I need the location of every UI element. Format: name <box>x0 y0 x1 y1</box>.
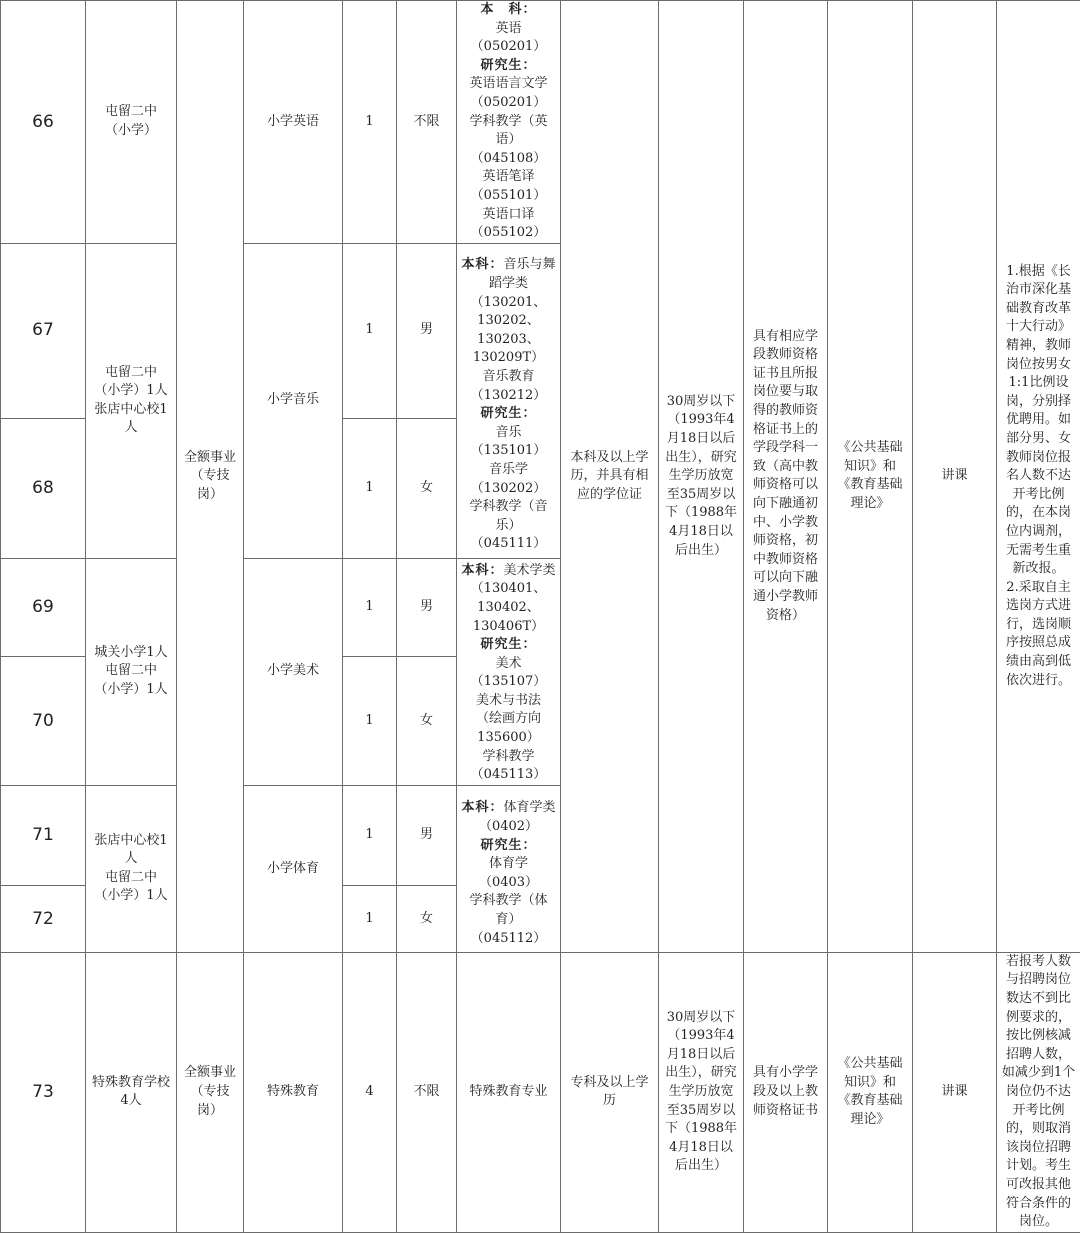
postgrad-label: 研究生： <box>480 637 536 652</box>
gender-requirement: 不限 <box>397 952 457 1232</box>
remarks: 若报考人数与招聘岗位数达不到比例要求的，按比例核减招聘人数，如减少到1个岗位仍不达开考比例的，则取消该岗位招聘计划。考生可改报其他符合条件的岗位。 <box>997 952 1080 1232</box>
undergrad-majors: 美术学类（130401、 130402、 130406T） <box>471 563 556 634</box>
postgrad-majors: 英语语言文学 （050201） 学科教学（英语） （045108） 英语笔译 （055101） 英语口译 （055102） <box>469 76 547 240</box>
undergrad-label: 本科： <box>461 257 503 272</box>
other-requirement: 具有小学学段及以上教师资格证书 <box>744 952 828 1232</box>
postgrad-majors: 音乐 （135101） 音乐学 （130202） 学科教学（音乐） （045111） <box>469 425 547 552</box>
hiring-unit: 屯留二中 （小学）1人 张店中心校1人 <box>86 243 177 558</box>
postgrad-majors: 美术 （135107） 美术与书法 （绘画方向 135600） 学科教学 （045113） <box>471 656 547 783</box>
post-number: 71 <box>1 785 86 885</box>
gender-requirement: 男 <box>397 558 457 656</box>
postgrad-majors: 体育学 （0403） 学科教学（体育） （045112） <box>469 856 547 945</box>
undergrad-label: 本科： <box>461 563 503 578</box>
major-requirement: 特殊教育专业 <box>457 952 561 1232</box>
hire-count: 1 <box>343 1 397 244</box>
post-name: 小学英语 <box>244 1 343 244</box>
hire-count: 1 <box>343 418 397 558</box>
hire-count: 1 <box>343 885 397 952</box>
post-number: 70 <box>1 657 86 786</box>
post-number: 73 <box>1 952 86 1232</box>
undergrad-label: 本 科： <box>480 2 536 17</box>
postgrad-label: 研究生： <box>480 838 536 853</box>
gender-requirement: 不限 <box>397 1 457 244</box>
undergrad-majors: 音乐与舞蹈学类 （130201、 130202、 130203、 130209T） 音乐教育 （130212） <box>471 257 556 402</box>
hiring-unit: 特殊教育学校4人 <box>86 952 177 1232</box>
hire-count: 4 <box>343 952 397 1232</box>
post-category: 全额事业 （专技岗） <box>177 1 244 953</box>
major-requirement <box>457 1 561 244</box>
table-row <box>1 1 1080 244</box>
table-row <box>1 952 1080 1232</box>
education-requirement: 专科及以上学历 <box>561 952 659 1232</box>
undergrad-majors: 英语 （050201） <box>471 21 547 55</box>
postgrad-label: 研究生： <box>480 406 536 421</box>
hire-count: 1 <box>343 657 397 786</box>
written-exam-subject: 《公共基础知识》和《教育基础理论》 <box>828 1 913 953</box>
hire-count: 1 <box>343 785 397 885</box>
remarks: 1.根据《长治市深化基础教育改革十大行动》精神，教师岗位按男女1:1比例设岗，分别择优聘用。如部分男、女教师岗位报名人数不达开考比例的，在本岗位内调剂，无需考生重新改报。 2.采取自主选岗方式进行，选岗顺序按照总成绩由高到低依次进行。 <box>997 1 1080 953</box>
post-number: 72 <box>1 885 86 952</box>
postgrad-label: 研究生： <box>480 58 536 73</box>
post-name: 小学美术 <box>244 558 343 785</box>
hiring-unit: 屯留二中 （小学） <box>86 1 177 244</box>
post-name: 小学体育 <box>244 785 343 952</box>
post-category: 全额事业（专技岗） <box>177 952 244 1232</box>
interview-method: 讲课 <box>913 1 997 953</box>
major-requirement <box>457 558 561 785</box>
age-requirement: 30周岁以下（1993年4月18日以后出生），研究生学历放宽至35周岁以下（1988年4月18日以后出生） <box>659 952 744 1232</box>
post-number: 68 <box>1 418 86 558</box>
undergrad-label: 本科： <box>461 800 503 815</box>
gender-requirement: 男 <box>397 243 457 418</box>
post-number: 67 <box>1 243 86 418</box>
post-number: 69 <box>1 558 86 656</box>
written-exam-subject: 《公共基础知识》和《教育基础理论》 <box>828 952 913 1232</box>
hiring-unit: 张店中心校1人 屯留二中 （小学）1人 <box>86 785 177 952</box>
hire-count: 1 <box>343 243 397 418</box>
interview-method: 讲课 <box>913 952 997 1232</box>
major-requirement <box>457 785 561 952</box>
age-requirement: 30周岁以下（1993年4月18日以后出生），研究生学历放宽至35周岁以下（1988年4月18日以后出生） <box>659 1 744 953</box>
post-number: 66 <box>1 1 86 244</box>
gender-requirement: 女 <box>397 418 457 558</box>
post-name: 特殊教育 <box>244 952 343 1232</box>
post-name: 小学音乐 <box>244 243 343 558</box>
education-requirement: 本科及以上学历，并具有相应的学位证 <box>561 1 659 953</box>
gender-requirement: 男 <box>397 785 457 885</box>
hire-count: 1 <box>343 558 397 656</box>
other-requirement: 具有相应学段教师资格证书且所报岗位要与取得的教师资格证书上的学段学科一致（高中教师资格可以向下融通初中、小学教师资格，初中教师资格可以向下融通小学教师资格） <box>744 1 828 953</box>
gender-requirement: 女 <box>397 885 457 952</box>
major-requirement <box>457 243 561 558</box>
undergrad-majors: 体育学类（0402） <box>479 800 556 834</box>
gender-requirement: 女 <box>397 657 457 786</box>
hiring-unit: 城关小学1人 屯留二中 （小学）1人 <box>86 558 177 785</box>
